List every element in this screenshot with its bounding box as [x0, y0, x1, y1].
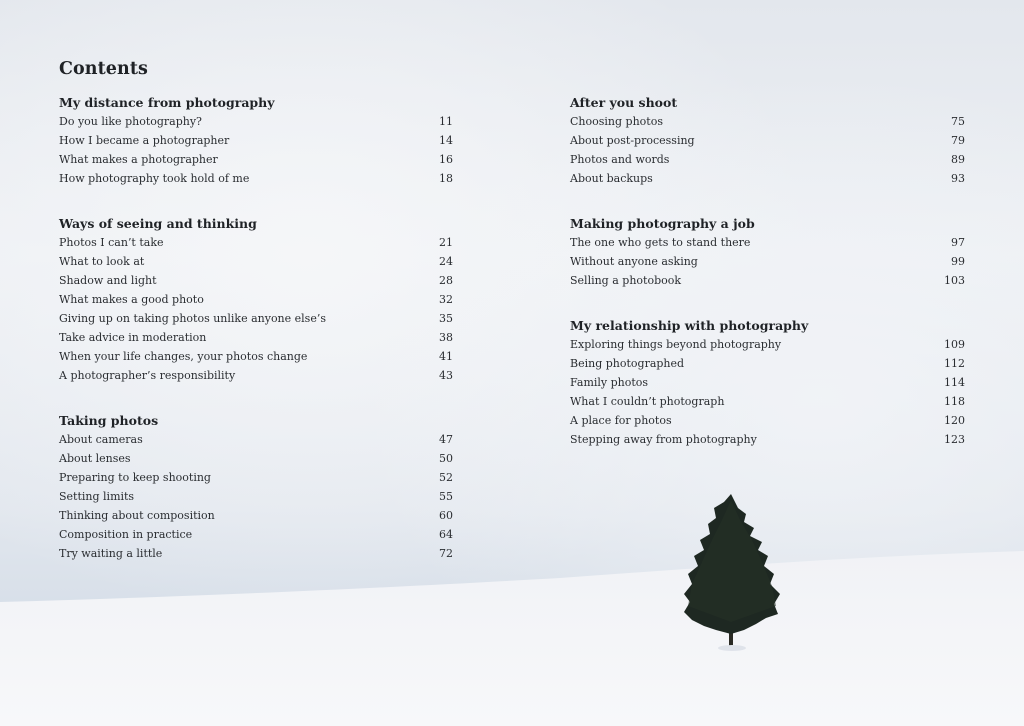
section-title: My distance from photography	[59, 95, 275, 110]
toc-entry[interactable]	[59, 150, 453, 169]
toc-entry-page: 109	[944, 338, 965, 351]
toc-section	[570, 316, 965, 449]
toc-entry-page: 112	[944, 357, 965, 370]
toc-entry-page: 79	[951, 134, 965, 147]
section-title: After you shoot	[570, 95, 678, 110]
toc-entry[interactable]	[570, 392, 965, 411]
toc-entry-page: 28	[439, 274, 453, 287]
toc-entry[interactable]	[570, 335, 965, 354]
toc-entry-label: Family photos	[570, 376, 649, 389]
toc-entry-label: What makes a photographer	[59, 153, 218, 166]
toc-entry-label: Exploring things beyond photography	[570, 338, 782, 351]
toc-entry-label: What makes a good photo	[59, 293, 204, 306]
toc-entry-page: 89	[951, 153, 965, 166]
toc-entry-page: 93	[951, 172, 965, 185]
toc-entry-page: 21	[439, 236, 453, 249]
right-column	[570, 93, 965, 475]
toc-entry[interactable]	[570, 373, 965, 392]
toc-entry[interactable]	[570, 252, 965, 271]
toc-entry[interactable]	[59, 525, 453, 544]
toc-entry[interactable]	[59, 290, 453, 309]
toc-entry-page: 72	[439, 547, 453, 560]
toc-entry-page: 99	[951, 255, 965, 268]
toc-entry-label: Setting limits	[59, 490, 135, 503]
toc-section	[59, 411, 453, 563]
toc-entry-label: What to look at	[59, 255, 145, 268]
toc-entry-page: 50	[439, 452, 453, 465]
toc-entry-label: Shadow and light	[59, 274, 157, 287]
toc-entry[interactable]	[570, 233, 965, 252]
toc-entry-page: 75	[951, 115, 965, 128]
toc-entry-label: Photos and words	[570, 153, 670, 166]
toc-entry-page: 120	[944, 414, 965, 427]
toc-entry[interactable]	[570, 150, 965, 169]
toc-entry-page: 52	[439, 471, 453, 484]
toc-entry[interactable]	[570, 271, 965, 290]
toc-entry-label: Giving up on taking photos unlike anyone else’s	[59, 312, 326, 325]
toc-entry-page: 60	[439, 509, 453, 522]
section-title: Ways of seeing and thinking	[59, 216, 257, 231]
section-title: My relationship with photography	[570, 318, 809, 333]
toc-entry-label: How I became a photographer	[59, 134, 230, 147]
toc-entry[interactable]	[59, 347, 453, 366]
toc-entry[interactable]	[59, 131, 453, 150]
toc-entry-label: About lenses	[59, 452, 131, 465]
toc-entry-page: 118	[944, 395, 965, 408]
toc-entry-page: 24	[439, 255, 453, 268]
toc-entry-page: 16	[439, 153, 453, 166]
toc-entry-page: 32	[439, 293, 453, 306]
toc-entry-label: Selling a photobook	[570, 274, 682, 287]
toc-entry-label: Try waiting a little	[59, 547, 163, 560]
toc-entry-label: What I couldn’t photograph	[570, 395, 725, 408]
toc-entry-page: 41	[439, 350, 453, 363]
toc-section	[570, 214, 965, 290]
toc-entry-page: 103	[944, 274, 965, 287]
toc-entry-label: The one who gets to stand there	[570, 236, 751, 249]
toc-entry-label: Choosing photos	[570, 115, 663, 128]
toc-entry-label: Do you like photography?	[59, 115, 202, 128]
toc-entry[interactable]	[570, 411, 965, 430]
toc-entry[interactable]	[59, 544, 453, 563]
toc-entry-page: 43	[439, 369, 453, 382]
toc-entry[interactable]	[570, 112, 965, 131]
toc-entry-label: When your life changes, your photos change	[59, 350, 308, 363]
toc-entry[interactable]	[570, 169, 965, 188]
section-title: Making photography a job	[570, 216, 755, 231]
toc-entry-label: A photographer’s responsibility	[59, 369, 236, 382]
toc-section	[59, 93, 453, 188]
page-title: Contents	[59, 59, 149, 79]
toc-section	[59, 214, 453, 385]
toc-entry[interactable]	[570, 354, 965, 373]
toc-entry-label: About post-processing	[570, 134, 695, 147]
toc-entry-page: 55	[439, 490, 453, 503]
toc-entry-page: 64	[439, 528, 453, 541]
toc-entry-label: Being photographed	[570, 357, 685, 370]
toc-entry-page: 114	[944, 376, 965, 389]
toc-entry-page: 123	[944, 433, 965, 446]
toc-entry-page: 47	[439, 433, 453, 446]
toc-entry-label: Thinking about composition	[59, 509, 215, 522]
toc-entry[interactable]	[59, 506, 453, 525]
toc-entry[interactable]	[59, 366, 453, 385]
toc-entry-label: Stepping away from photography	[570, 433, 757, 446]
toc-entry[interactable]	[59, 169, 453, 188]
toc-entry-page: 97	[951, 236, 965, 249]
toc-entry-label: Photos I can’t take	[59, 236, 164, 249]
toc-entry-label: Preparing to keep shooting	[59, 471, 211, 484]
toc-entry-label: Take advice in moderation	[59, 331, 207, 344]
toc-entry[interactable]	[59, 309, 453, 328]
toc-entry-label: Composition in practice	[59, 528, 193, 541]
toc-entry[interactable]	[59, 233, 453, 252]
toc-entry-page: 11	[439, 115, 453, 128]
toc-entry-label: A place for photos	[570, 414, 672, 427]
toc-entry-label: How photography took hold of me	[59, 172, 250, 185]
toc-entry[interactable]	[59, 252, 453, 271]
toc-entry-page: 14	[439, 134, 453, 147]
toc-entry-label: About cameras	[59, 433, 143, 446]
toc-entry[interactable]	[59, 449, 453, 468]
left-column	[59, 93, 453, 589]
toc-entry-label: About backups	[570, 172, 653, 185]
toc-entry-page: 18	[439, 172, 453, 185]
toc-entry-label: Without anyone asking	[570, 255, 698, 268]
toc-entry[interactable]	[59, 487, 453, 506]
toc-entry[interactable]	[59, 328, 453, 347]
toc-entry-page: 35	[439, 312, 453, 325]
toc-entry[interactable]	[59, 468, 453, 487]
toc-entry-page: 38	[439, 331, 453, 344]
toc-entry[interactable]	[570, 430, 965, 449]
toc-section	[570, 93, 965, 188]
toc-entry[interactable]	[570, 131, 965, 150]
toc-entry[interactable]	[59, 112, 453, 131]
section-title: Taking photos	[59, 413, 159, 428]
toc-entry[interactable]	[59, 430, 453, 449]
toc-entry[interactable]	[59, 271, 453, 290]
